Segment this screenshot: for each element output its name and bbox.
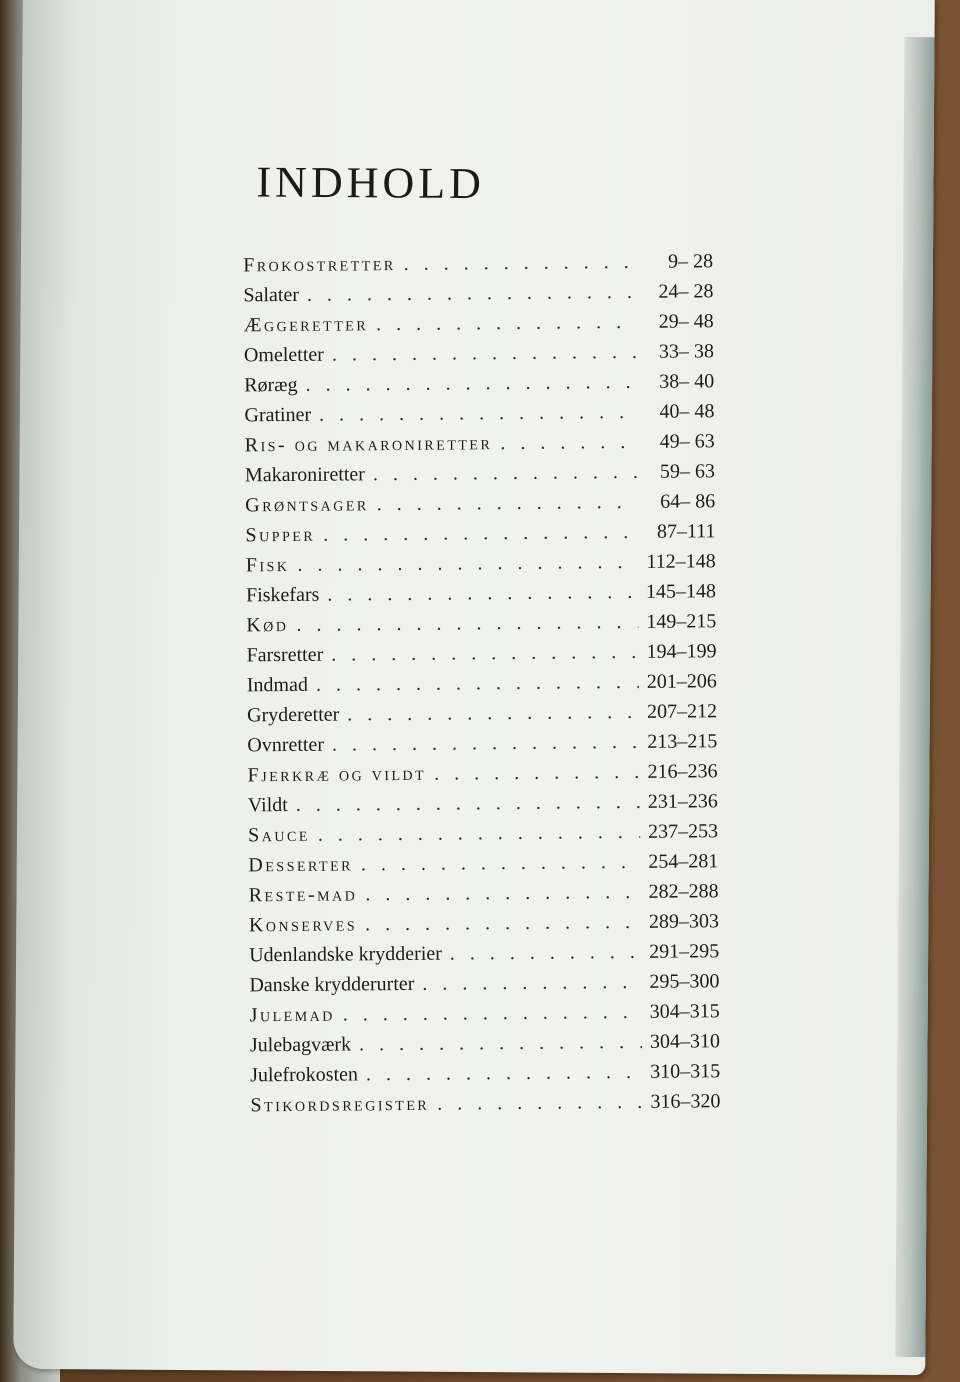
dot-leader	[335, 997, 642, 1030]
toc-entry-pages: 112–148	[646, 550, 716, 573]
toc-entry-pages: 304–310	[649, 1030, 721, 1053]
toc-entry-pages: 33– 38	[658, 340, 715, 363]
toc-entry-label: Røræg	[244, 373, 298, 397]
toc-entry-label: Julemad	[249, 1003, 335, 1027]
toc-entry	[245, 486, 715, 520]
toc-entry-label: Æggeretter	[243, 313, 369, 337]
dot-leader	[357, 907, 641, 939]
toc-entry-label: Supper	[245, 523, 316, 547]
dot-leader	[426, 757, 640, 789]
toc-entry-label: Ovnretter	[247, 733, 325, 757]
toc-entry-pages: 59– 63	[659, 460, 716, 483]
toc-entry-label: Julefrokosten	[250, 1063, 359, 1087]
dot-leader	[288, 787, 640, 820]
toc-entry-label: Fisk	[245, 553, 290, 577]
toc-entry	[250, 996, 720, 1030]
dot-leader	[368, 307, 636, 339]
toc-entry-pages: 310–315	[650, 1060, 721, 1083]
toc-entry	[249, 966, 719, 1000]
toc-entry-pages: 64– 86	[660, 490, 716, 513]
toc-entry	[243, 246, 713, 280]
toc-entry-label: Grøntsager	[245, 493, 369, 517]
toc-entry	[244, 336, 714, 370]
toc-entry	[250, 1026, 720, 1060]
dot-leader	[324, 727, 640, 760]
dot-leader	[299, 277, 636, 310]
toc-entry-label: Konserves	[248, 913, 358, 937]
toc-entry	[248, 846, 718, 880]
toc-entry-label: Udenlandske krydderier	[249, 942, 442, 967]
toc-entry	[245, 516, 715, 550]
toc-entry-label: Salater	[243, 283, 300, 307]
toc-entry-pages: 213–215	[647, 730, 718, 753]
toc-entry-label: Fiskefars	[245, 583, 320, 607]
toc-entry	[249, 876, 719, 910]
toc-entry	[250, 1056, 720, 1090]
dot-leader	[323, 637, 639, 670]
book-page	[13, 0, 935, 1375]
toc-entry-label: Makaroniretter	[244, 463, 366, 487]
dot-leader	[324, 337, 636, 370]
toc-entry-pages: 9– 28	[668, 250, 714, 273]
dot-leader	[414, 967, 641, 999]
toc-entry	[247, 666, 717, 700]
toc-entry	[247, 756, 717, 790]
toc-entry-label: Stikordsregister	[250, 1092, 430, 1117]
toc-entry-pages: 207–212	[646, 700, 718, 723]
toc-entry-pages: 282–288	[648, 880, 719, 903]
toc-entry-label: Indmad	[246, 673, 308, 697]
toc-entry-label: Farsretter	[246, 643, 324, 667]
toc-entry-label: Vildt	[247, 794, 288, 817]
dot-leader	[442, 937, 642, 969]
dot-leader	[339, 697, 639, 730]
toc-entry-pages: 24– 28	[658, 280, 714, 303]
toc-entry	[245, 456, 715, 490]
toc-entry-pages: 231–236	[647, 790, 718, 813]
toc-entry-label: Ris- og makaroniretter	[244, 432, 493, 457]
toc-entry-pages: 295–300	[649, 970, 720, 993]
toc-entry	[248, 816, 718, 850]
dot-leader	[369, 487, 638, 519]
dot-leader	[288, 607, 638, 640]
toc-entry-label: Gryderetter	[246, 703, 340, 727]
toc-entry-label: Kød	[246, 613, 289, 637]
toc-entry	[243, 276, 713, 310]
toc-entry	[246, 546, 716, 580]
dot-leader	[365, 457, 637, 489]
dot-leader	[396, 247, 636, 279]
toc-entry	[244, 306, 714, 340]
dot-leader	[351, 1027, 642, 1060]
toc-entry-pages: 49– 63	[659, 430, 715, 453]
toc-entry-pages: 237–253	[648, 820, 719, 843]
toc-entry-pages: 194–199	[646, 640, 717, 663]
toc-entry	[247, 726, 717, 760]
dot-leader	[353, 847, 641, 880]
toc-entry-label: Julebagværk	[249, 1033, 352, 1057]
dot-leader	[311, 397, 637, 430]
toc-entry	[247, 696, 717, 730]
toc-entry-label: Danske krydderurter	[249, 972, 415, 997]
toc-entry-label: Sauce	[248, 823, 310, 847]
toc-entry	[246, 606, 716, 640]
dot-leader	[310, 817, 641, 850]
dot-leader	[357, 877, 641, 909]
page-edge	[895, 37, 934, 1357]
toc-entry	[246, 636, 716, 670]
toc-entry	[244, 396, 714, 430]
toc-entry	[244, 366, 714, 400]
toc-entry	[248, 786, 718, 820]
toc-entry	[249, 936, 719, 970]
dot-leader	[358, 1057, 642, 1089]
dot-leader	[289, 547, 638, 580]
dot-leader	[315, 517, 638, 550]
toc-entry-pages: 304–315	[649, 1000, 720, 1023]
table-of-contents	[243, 246, 721, 1120]
toc-entry-pages: 29– 48	[658, 310, 714, 333]
toc-entry-pages: 201–206	[646, 670, 717, 693]
page-title: INDHOLD	[256, 157, 486, 209]
toc-entry-label: Gratiner	[244, 403, 312, 427]
toc-entry-label: Desserter	[248, 853, 354, 877]
toc-entry-label: Fjerkræ og vildt	[247, 762, 427, 787]
toc-entry-pages: 291–295	[649, 940, 720, 963]
toc-entry	[250, 1086, 720, 1120]
toc-entry-label: Frokostretter	[243, 253, 396, 277]
toc-entry-pages: 149–215	[646, 610, 717, 633]
toc-entry-pages: 316–320	[650, 1090, 721, 1113]
toc-entry	[245, 426, 715, 460]
toc-entry-pages: 289–303	[648, 910, 719, 933]
dot-leader	[319, 577, 638, 610]
toc-entry-pages: 40– 48	[659, 400, 715, 423]
toc-entry-pages: 38– 40	[659, 370, 715, 393]
toc-entry-label: Omeletter	[243, 343, 324, 367]
dot-leader	[297, 367, 636, 400]
toc-entry	[246, 576, 716, 610]
toc-entry-pages: 87–111	[656, 520, 716, 543]
toc-entry-pages: 145–148	[645, 580, 717, 603]
toc-entry-pages: 216–236	[647, 760, 718, 783]
toc-entry-label: Reste-mad	[248, 883, 358, 907]
dot-leader	[429, 1087, 643, 1119]
toc-entry	[249, 906, 719, 940]
toc-entry-pages: 254–281	[648, 850, 719, 873]
dot-leader	[308, 667, 639, 700]
dot-leader	[492, 427, 637, 458]
